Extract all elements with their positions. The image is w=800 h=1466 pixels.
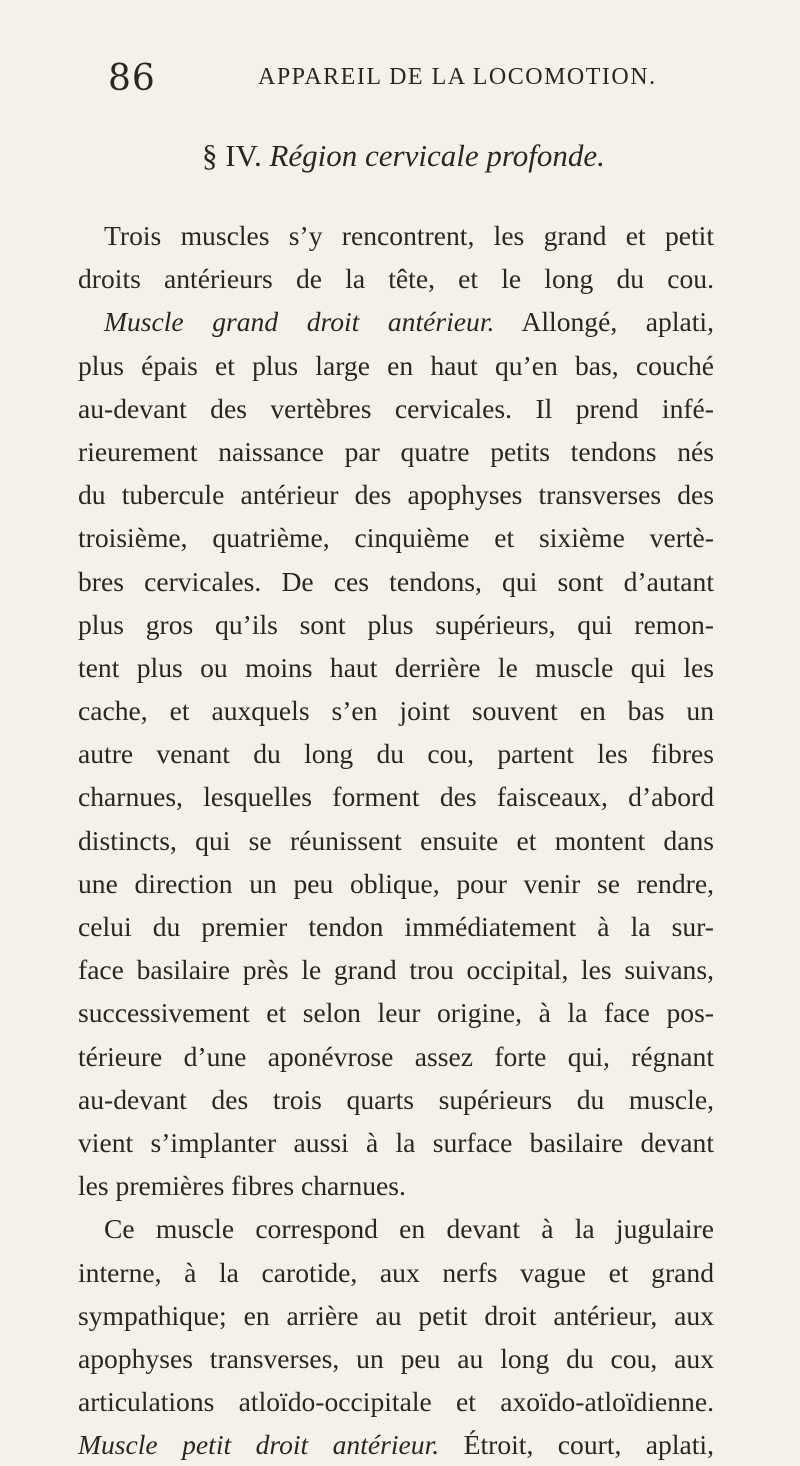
text-line: rieurement naissance par quatre petits tendons nés [78,435,714,467]
text-line: tent plus ou moins haut derrière le muscle qui les [78,651,714,683]
body-text [78,214,714,1466]
text-line: droits antérieurs de la tête, et le long du cou. [78,263,714,295]
text-line: bres cervicales. De ces tendons, qui sont d’autant [78,565,714,597]
text-line [78,1423,714,1466]
text-line: celui du premier tendon immédiatement à la sur- [78,911,714,942]
section-heading [202,138,605,174]
text-line: distincts, qui se réunissent ensuite et montent dans [78,824,714,856]
text-line: au-devant des vertèbres cervicales. Il prend infé- [78,392,714,424]
text-line: térieure d’une aponévrose assez forte qui, régnant [78,1040,714,1072]
text-line: cache, et auxquels s’en joint souvent en bas un [78,695,714,727]
text-line: du tubercule antérieur des apophyses transverses des [78,479,714,511]
text-line: plus gros qu’ils sont plus supérieurs, qui remon- [78,608,714,640]
text-line: articulations atloïdo-occipitale et axoïdo-atloïdienne. [78,1386,714,1418]
section-title: Région cervicale profonde. [269,138,605,173]
text-line: plus épais et plus large en haut qu’en bas, couché [78,349,714,381]
muscle-heading-petit-droit: Muscle petit droit antérieur. [78,1429,440,1461]
muscle-heading-grand-droit: Muscle grand droit antérieur. [104,306,495,338]
text-line [78,300,714,343]
page-number: 86 [108,58,156,99]
text-line: vient s’implanter aussi à la surface basilaire devant [78,1126,714,1158]
text-fragment: Allongé, aplati, [521,306,714,338]
text-line: autre venant du long du cou, partent les fibres [78,738,714,770]
text-line: face basilaire près le grand trou occipital, les suivans, [78,954,714,986]
text-line: Trois muscles s’y rencontrent, les grand et petit [104,220,714,251]
text-line: au-devant des trois quarts supérieurs du muscle, [78,1083,714,1115]
text-fragment: Étroit, court, aplati, [463,1429,714,1461]
text-line: interne, à la carotide, aux nerfs vague et grand [78,1256,714,1288]
text-line: troisième, quatrième, cinquième et sixième vertè- [78,522,714,554]
text-line: charnues, lesquelles forment des faisceaux, d’abord [78,781,714,813]
text-line: Ce muscle correspond en devant à la jugulaire [104,1213,714,1245]
running-title: APPAREIL DE LA LOCOMOTION. [258,64,657,90]
section-number: § IV. [202,138,262,173]
text-line: successivement et selon leur origine, à la face pos- [78,997,714,1029]
text-line: sympathique; en arrière au petit droit antérieur, aux [78,1299,714,1331]
text-line: les premières fibres charnues. [78,1170,406,1202]
text-line: apophyses transverses, un peu au long du cou, aux [78,1342,714,1374]
text-line: une direction un peu oblique, pour venir se rendre, [78,867,714,899]
